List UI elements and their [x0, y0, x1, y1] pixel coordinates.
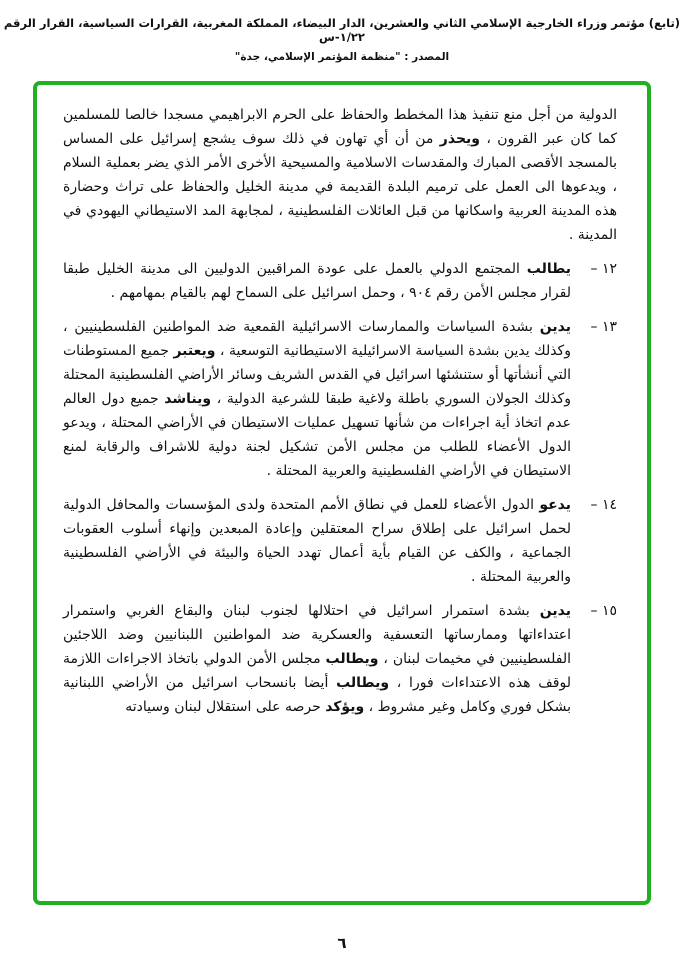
item-text: يدين بشدة السياسات والممارسات الاسرائيلية القمعية ضد المواطنين الفلسطينيين ، وكذلك يدين بشدة السياسة الاسرائيلية الاستيطانية التوسعية ، ويعتبر جميع المستوطنات التي أنشأتها أو ستنشئها اسرائيل في القدس الشريف وسائر الأراضي الفلسطينية المحتلة وكذلك الجولان السوري باطلة ولاغية طبقا للشرعية الدولية ، ويناشد جميع دول العالم عدم اتخاذ أية اجراءات من شأنها تسهيل عمليات الاستيطان في الأراضي المحتلة ، ويدعو الدول الأعضاء للطلب من مجلس الأمن تشكيل لجنة دولية للاشراف والرقابة لمنع الاستيطان في الأراضي الفلسطينية والعربية المحتلة .	[63, 319, 571, 479]
item-text: يطالب المجتمع الدولي بالعمل على عودة المراقبين الدوليين الى مدينة الخليل طبقا لقرار مجلس الأمن رقم ٩٠٤ ، وحمل اسرائيل على السماح لهم بالقيام بمهامهم .	[63, 261, 571, 301]
page-number: ٦	[337, 934, 347, 952]
content-border-box	[33, 81, 651, 905]
item-number: ١٥ –	[590, 603, 617, 619]
header-line-1: (تابع) مؤتمر وزراء الخارجية الإسلامي الثاني والعشرين، الدار البيضاء، المملكة المغربية، القرارات السياسية، القرار الرقم ١/٢٢-س	[3, 16, 681, 44]
item-number: ١٢ –	[590, 261, 617, 277]
header-line-2: المصدر : "منظمة المؤتمر الإسلامي، جدة"	[234, 51, 450, 63]
item-text: يدين بشدة استمرار اسرائيل في احتلالها لجنوب لبنان والبقاع الغربي واستمرار اعتداءاتها وممارساتها التعسفية والعسكرية ضد المواطنين اللبنانيين وضد اللاجئين الفلسطينيين في مخيمات لبنان ، ويطالب مجلس الأمن الدولي باتخاذ الاجراءات اللازمة لوقف هذه الاعتداءات فورا ، ويطالب أيضا بانسحاب اسرائيل من الأراضي اللبنانية بشكل فوري وكامل وغير مشروط ، ويؤكد حرصه على استقلال لبنان وسيادته	[63, 603, 571, 715]
list-item-13	[63, 315, 617, 483]
list-item-12	[63, 257, 617, 305]
list-item-14	[63, 493, 617, 589]
item-number: ١٤ –	[590, 497, 617, 513]
item-number: ١٣ –	[590, 319, 617, 335]
list-item-15	[63, 599, 617, 719]
document-header	[0, 0, 684, 63]
intro-paragraph: الدولية من أجل منع تنفيذ هذا المخطط والحفاظ على الحرم الابراهيمي مسجدا خالصا للمسلمين كما كان عبر القرون ، ويحذر من أن أي تهاون في ذلك سوف يشجع إسرائيل على المساس بالمسجد الأقصى المبارك والمقدسات الاسلامية والمسيحية الأخرى الأمر الذي يضر بعملية السلام ، ويدعوها الى العمل على ترميم البلدة القديمة في مدينة الخليل والحفاظ على تراث وحضارة هذه المدينة العربية واسكانها من قبل العائلات الفلسطينية ، لمجابهة المد الاستيطاني اليهودي في المدينة .	[63, 107, 617, 243]
item-text: يدعو الدول الأعضاء للعمل في نطاق الأمم المتحدة ولدى المؤسسات والمحافل الدولية لحمل اسرائيل على إطلاق سراح المعتقلين وإعادة المبعدين وإنهاء أسلوب العقوبات الجماعية ، والكف عن القيام بأية أعمال تهدد الحياة والبيئة في الأراضي الفلسطينية والعربية المحتلة .	[63, 497, 571, 585]
